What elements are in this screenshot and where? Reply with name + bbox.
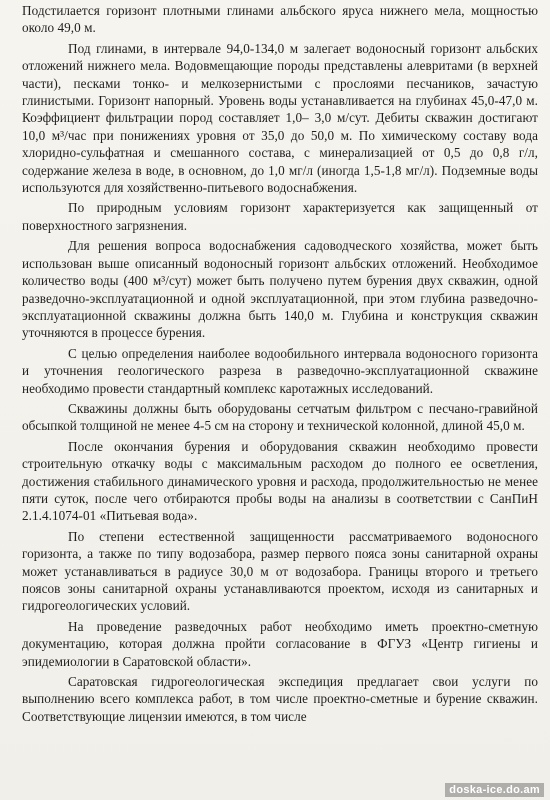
paragraph: Саратовская гидрогеологическая экспедиция предлагает свои услуги по выполнению всего комплекса работ, в том числе проектно-сметные и бурение скважин. Соответствующие лицензии имеются, в том числе: [22, 674, 538, 724]
paragraph: С целью определения наиболее водообильного интервала водоносного горизонта и уточнения геологического разреза в разведочно-эксплуатационной скважине необходимо провести стандартный комплекс каротажных исследований.: [22, 345, 538, 396]
paragraph: Под глинами, в интервале 94,0-134,0 м залегает водоносный горизонт альбских отложений нижнего мела. Водовмещающие породы представлены алевритами (в верхней части), песками тонко- и мелкозернистыми с прослоями песчаников, зачастую глинистыми. Горизонт напорный. Уровень воды устанавливается на глубинах 45,0-47,0 м. Коэффициент фильтрации пород составляет 1,0– 3,0 м/сут. Дебиты скважин достигают 10,0 м³/час при понижениях уровня от 35,0 до 50,0 м. По химическому составу вода хлоридно-сульфатная и смешанного состава, с минерализацией от 0,5 до 0,8 г/л, содержание железа в воде, в основном, до 1,0 мг/л (иногда 1,5-1,8 мг/л). Подземные воды используются для хозяйственно-питьевого водоснабжения.: [22, 40, 538, 196]
paragraph: Для решения вопроса водоснабжения садоводческого хозяйства, может быть использован выше описанный водоносный горизонт альбских отложений. Необходимое количество воды (400 м³/сут) может быть получено путем бурения двух скважин, одной разведочно-эксплуатационной и одной эксплуатационной, при этом глубина разведочно-эксплуатационной скважины должна быть 140,0 м. Глубина и конструкция скважин уточняются в процессе бурения.: [22, 238, 538, 341]
paragraph: Скважины должны быть оборудованы сетчатым фильтром с песчано-гравийной обсыпкой толщиной не менее 4-5 см на сторону и технической колонной, длиной 45,0 м.: [22, 400, 538, 434]
paragraph: После окончания бурения и оборудования скважин необходимо провести строительную откачку воды с максимальным расходом до полного ее осветления, достижения стабильного динамического уровня и расхода, продолжительностью не менее пяти суток, после чего отбираются пробы воды на анализы в соответствии с СанПиН 2.1.4.1074-01 «Питьевая вода».: [22, 438, 538, 524]
paragraph: По степени естественной защищенности рассматриваемого водоносного горизонта, а также по типу водозабора, размер первого пояса зоны санитарной охраны может устанавливаться в радиусе 30,0 м от водозабора. Границы второго и третьего поясов зоны санитарной охраны устанавливаются проектом, исходя из санитарных и гидрогеологических условий.: [22, 528, 538, 614]
watermark: doska-ice.do.am: [445, 783, 544, 797]
paragraph: Подстилается горизонт плотными глинами альбского яруса нижнего мела, мощностью около 49,0 м.: [22, 3, 538, 36]
paragraph: По природным условиям горизонт характеризуется как защищенный от поверхностного загрязнения.: [22, 200, 538, 233]
paragraph: На проведение разведочных работ необходимо иметь проектно-сметную документацию, которая должна пройти согласование в ФГУЗ «Центр гигиены и эпидемиологии в Саратовской области».: [22, 618, 538, 669]
